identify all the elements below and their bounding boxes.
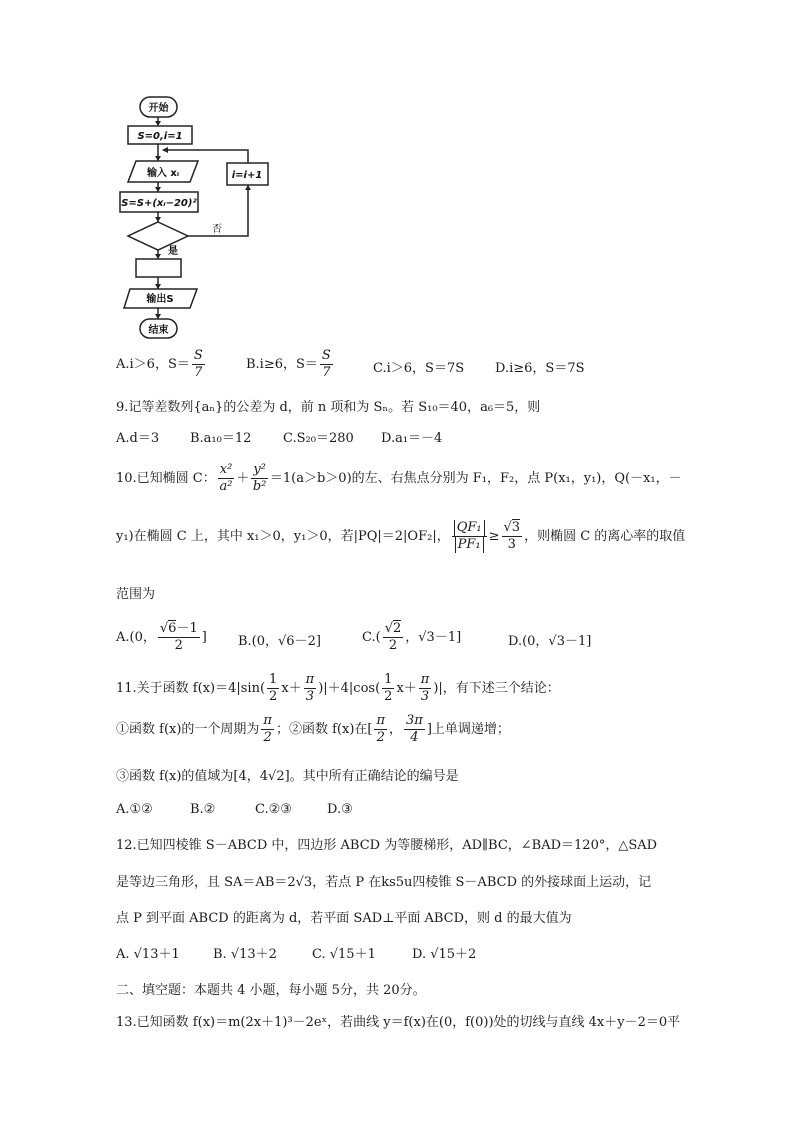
flowchart-no-label: 否 [212,224,222,235]
sqrt6-minus1-over-2: $\frac{√6-1}{2}$ [159,621,198,653]
sqrt3-over-3: $\frac{√3}{3}$ [503,520,521,552]
q10-prefix: 10.已知椭圆 C： [116,471,216,486]
q10-line-3: 范围为 [116,587,156,602]
flowchart-output-label: 输出S [146,294,174,305]
q12-line-3: 点 P 到平面 ABCD 的距离为 d，若平面 SAD⊥平面 ABCD，则 d 的最大值为 [116,911,572,926]
q11-stem-d: x＋ [396,681,417,696]
pi-over-3: $\frac{\pi}{3}$ [305,672,315,704]
sqrt2-over-2: $\frac{√2}{2}$ [384,621,402,653]
flowchart-yes-label: 是 [168,246,178,257]
pi-over-2: $\frac{\pi}{2}$ [376,713,386,745]
q10-line-2a: y₁)在椭圆 C 上，其中 x₁＞0，y₁＞0，若|PQ|＝2|OF₂|， [116,529,450,544]
q10-option-a-text: A.(0， [116,630,156,645]
flowchart-update-label: S=S+(xᵢ−20)² [121,198,197,209]
section-2-heading: 二、填空题：本题共 4 小题，每小题 5分，共 20分。 [116,983,426,998]
flowchart-end-label: 结束 [148,325,169,336]
numerator: S [193,348,203,363]
qf1-over-pf1: $\frac{\text{QF₁}}{\text{PF₁}}$ [452,520,487,553]
q11-stem-c: )|＋4|cos( [318,681,381,696]
q11-stem-a: 11.关于函数 f(x)＝4|sin( [116,681,266,696]
flowchart-increment-label: i=i+1 [231,170,263,181]
q9-option-c[interactable]: C.S₂₀＝280 [283,431,354,446]
q11-conclusion-2-sep: ， [389,722,403,737]
denominator: 7 [322,365,331,380]
q13-stem: 13.已知函数 f(x)＝m(2x＋1)³－2eˣ，若曲线 y＝f(x)在(0，f(0))处的切线与直线 4x＋y－2＝0平 [116,1015,681,1030]
q9-option-a[interactable]: A.d＝3 [116,431,160,446]
q8-option-c[interactable]: C.i＞6，S＝7S [373,361,465,376]
flowchart-start-label: 开始 [148,103,169,114]
flowchart-blank-node [136,259,181,277]
one-half: $\frac{1}{2}$ [384,672,393,704]
denominator: 7 [194,365,203,380]
q12-option-d[interactable]: D. √15＋2 [412,947,477,962]
q11-stem [116,672,560,705]
q10-option-c[interactable] [362,621,461,654]
q12-option-b[interactable]: B. √13＋2 [213,947,277,962]
q9-stem: 9.记等差数列{aₙ}的公差为 d，前 n 项和为 Sₙ。若 S₁₀＝40，a₆＝5，则 [116,400,541,415]
q11-option-c[interactable]: C.②③ [255,802,292,817]
q10-line-2: y₁)在椭圆 C 上，其中 x₁＞0，y₁＞0，若|PQ|＝2|OF₂|， $\frac{\text{QF₁}}{\text{PF₁}}$ ≥ $\frac{√3}{3}$ ，则椭圆 C 的离心率的取值 [116,520,686,552]
numerator: S [321,348,331,363]
q12-line-1: 12.已知四棱锥 S－ABCD 中，四边形 ABCD 为等腰梯形，AD∥BC，∠BAD＝120°，△SAD [116,838,658,853]
q11-stem-e: )|，有下述三个结论： [433,681,560,696]
q10-line-2b: ，则椭圆 C 的离心率的取值 [524,529,686,544]
q8-option-a[interactable] [116,348,207,381]
q10-option-b[interactable]: B.(0，√6－2] [238,634,321,649]
q11-conclusions-1-2 [116,713,510,746]
q11-option-d[interactable]: D.③ [327,802,353,817]
q12-option-a[interactable]: A. √13＋1 [116,947,180,962]
one-half: $\frac{1}{2}$ [269,672,278,704]
q11-option-b[interactable]: B.② [190,802,216,817]
q11-conclusion-1: ①函数 f(x)的一个周期为 [116,722,260,737]
q8-option-a-text: A.i＞6，S＝ [116,357,190,372]
q10-equation-rest: ＝1(a＞b＞0)的左、右焦点分别为 F₁，F₂，点 P(x₁，y₁)，Q(－x₁，－ [269,471,682,486]
q10-option-a-tail: ] [201,630,207,645]
q10-option-a[interactable] [116,621,207,654]
y2-over-b2: $\frac{\text{y²}}{\text{b²}}$ [252,462,267,494]
q11-conclusion-2-tail: ]上单调递增； [426,722,510,737]
q11-option-a[interactable]: A.①② [116,802,153,817]
flowchart-input-label: 输入 xᵢ [146,168,180,179]
q8-option-b[interactable] [246,348,335,381]
q10-option-c-tail: ，√3－1] [405,630,462,645]
q11-conclusion-2: ；②函数 f(x)在[ [275,722,373,737]
flowchart-init-label: S=0,i=1 [137,131,183,142]
q8-option-a-fraction [192,348,205,381]
flowchart-decision-node [128,222,188,250]
q12-option-c[interactable]: C. √15＋1 [312,947,376,962]
q8-option-b-fraction [320,348,333,381]
q8-option-b-text: B.i≥6，S＝ [246,357,318,372]
q11-stem-b: x＋ [281,681,302,696]
q12-line-2: 是等边三角形，且 SA＝AB＝2√3，若点 P 在ks5u四棱锥 S－ABCD 的外接球面上运动，记 [116,875,652,890]
pi-over-2: $\frac{\pi}{2}$ [263,713,272,745]
flowchart [0,0,794,345]
q9-option-d[interactable]: D.a₁＝－4 [381,431,443,446]
x2-over-a2: $\frac{\text{x²}}{\text{a²}}$ [219,462,233,494]
q10-option-d[interactable]: D.(0，√3－1] [508,634,592,649]
q9-option-b[interactable]: B.a₁₀＝12 [190,431,252,446]
q11-conclusion-3: ③函数 f(x)的值域为[4，4√2]。其中所有正确结论的编号是 [116,769,459,784]
q8-option-d[interactable]: D.i≥6，S＝7S [495,361,585,376]
pi-over-3: $\frac{\pi}{3}$ [420,672,430,704]
q10-option-c-text: C.( [362,630,381,645]
q10-line-1: 10.已知椭圆 C： $\frac{\text{x²}}{\text{a²}}$ ＋ $\frac{\text{y²}}{\text{b²}}$ ＝1(a＞b＞0)的左、右焦点分别为 F₁，F₂，点 P(x₁，y₁)，Q(－x₁，－ [116,462,682,494]
3pi-over-4: $\frac{3\pi}{4}$ [406,713,423,745]
